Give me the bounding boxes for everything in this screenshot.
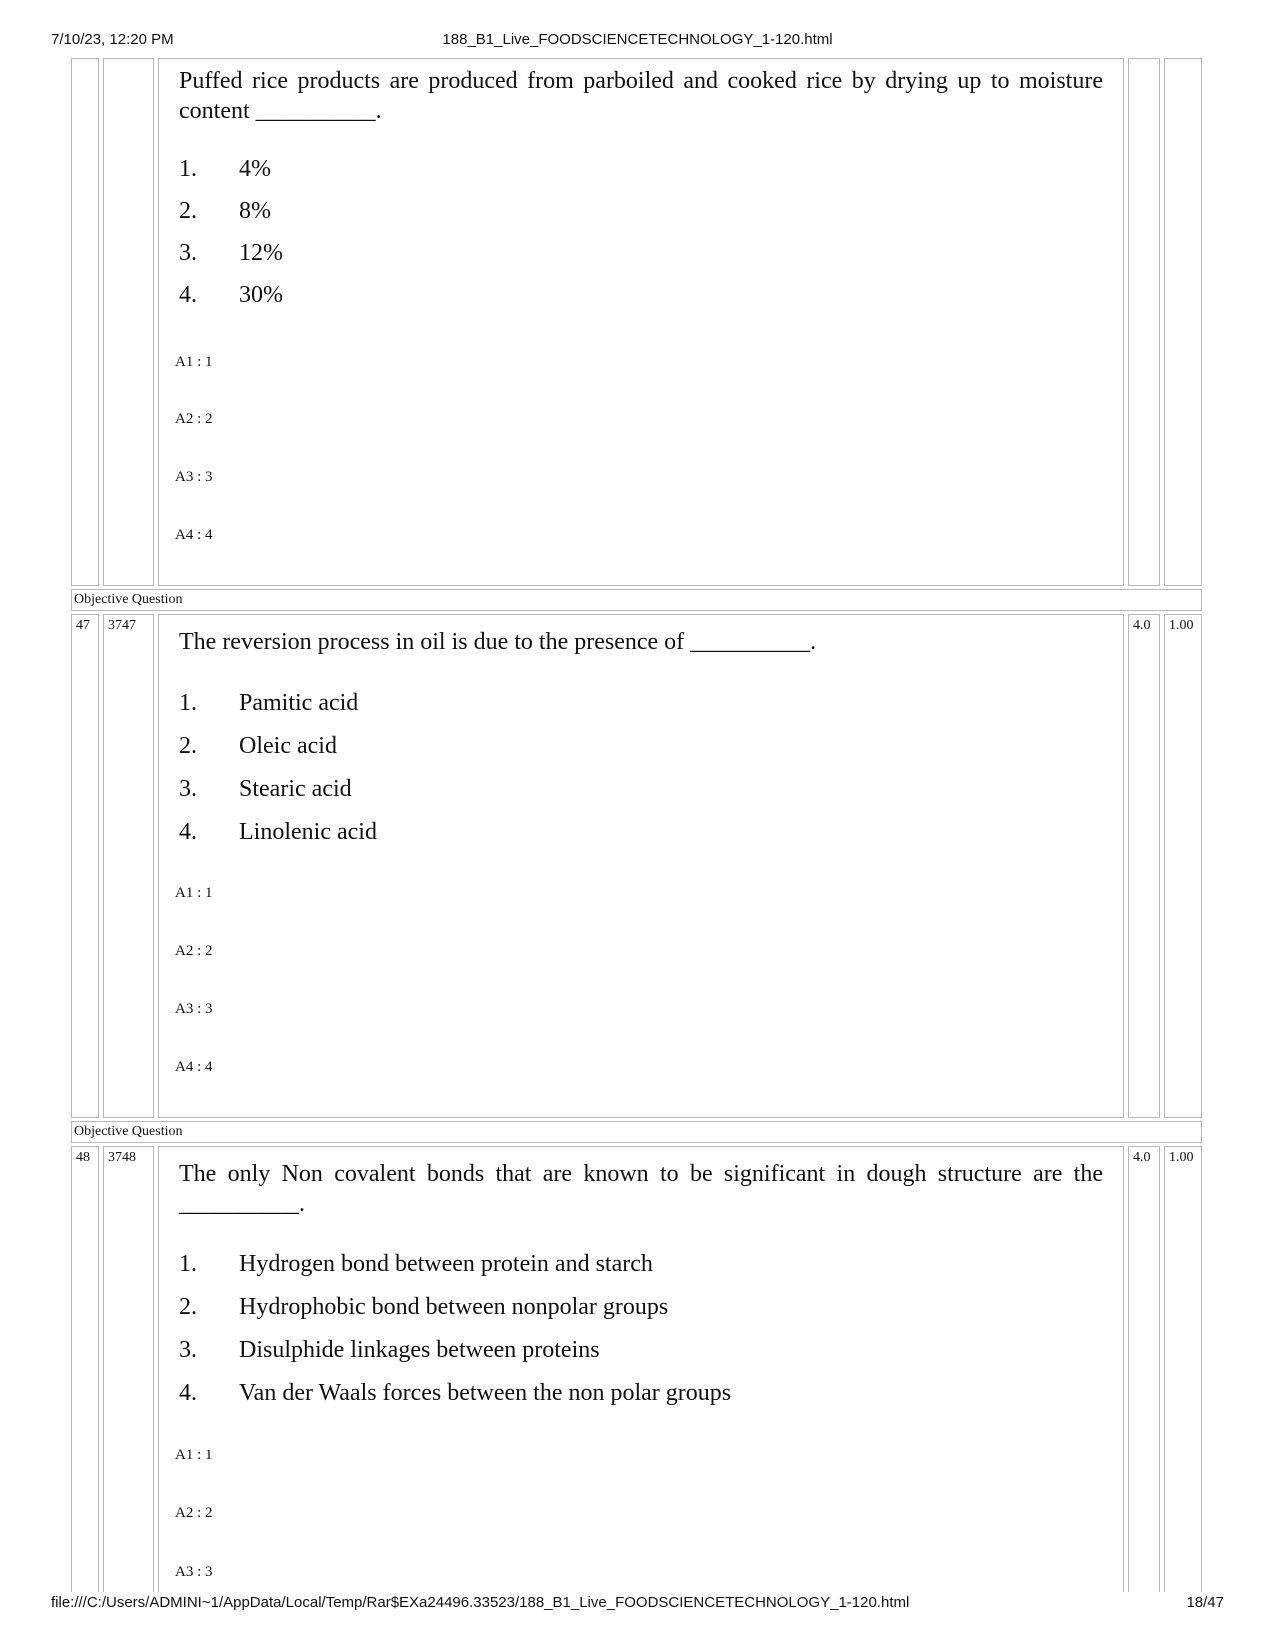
- question-body-cell: [158, 1146, 1124, 1592]
- option-number: 4.: [179, 819, 197, 845]
- answer-key-1: A1 : 1: [175, 354, 213, 370]
- answer-key-3: A3 : 3: [175, 469, 213, 485]
- question-text: The only Non covalent bonds that are known to be significant in dough structure are the __________.: [179, 1161, 1103, 1217]
- question-number-cell: 48: [71, 1146, 99, 1592]
- option-text: Oleic acid: [239, 733, 337, 759]
- option-text: Hydrophobic bond between nonpolar groups: [239, 1294, 669, 1320]
- option-4: [179, 817, 377, 847]
- option-4: [179, 280, 283, 310]
- option-text: 30%: [239, 282, 283, 308]
- question-body-cell: [158, 614, 1124, 1118]
- option-text: Disulphide linkages between proteins: [239, 1337, 600, 1363]
- page-number: 18/47: [1186, 1594, 1224, 1611]
- option-number: 1.: [179, 156, 197, 182]
- option-4: [179, 1378, 731, 1408]
- print-footer: [0, 1594, 1275, 1614]
- negative-marks-cell: 1.00: [1164, 1146, 1202, 1592]
- option-number: 3.: [179, 1337, 197, 1363]
- option-2: [179, 196, 271, 226]
- answer-key-1: A1 : 1: [175, 1447, 213, 1463]
- option-1: [179, 688, 358, 718]
- option-number: 2.: [179, 733, 197, 759]
- option-text: Linolenic acid: [239, 819, 377, 845]
- answer-key-3: A3 : 3: [175, 1564, 213, 1580]
- question-block-46: [0, 58, 1275, 586]
- option-number: 1.: [179, 1251, 197, 1277]
- answer-key-1: A1 : 1: [175, 885, 213, 901]
- option-3: [179, 774, 352, 804]
- question-id-cell: [103, 58, 154, 586]
- option-number: 1.: [179, 690, 197, 716]
- question-id-cell: 3747: [103, 614, 154, 1118]
- marks-cell: [1128, 58, 1160, 586]
- option-3: [179, 238, 283, 268]
- question-text: Puffed rice products are produced from parboiled and cooked rice by drying up to moisture content __________.: [179, 68, 1103, 124]
- answer-key-2: A2 : 2: [175, 943, 213, 959]
- question-number-cell: 47: [71, 614, 99, 1118]
- option-text: Hydrogen bond between protein and starch: [239, 1251, 653, 1277]
- option-1: [179, 1249, 653, 1279]
- option-text: Van der Waals forces between the non polar groups: [239, 1380, 732, 1406]
- option-3: [179, 1335, 600, 1365]
- option-2: [179, 1292, 668, 1322]
- answer-key-3: A3 : 3: [175, 1001, 213, 1017]
- option-text: Stearic acid: [239, 776, 352, 802]
- question-type-label: Objective Question: [71, 589, 1202, 611]
- option-number: 3.: [179, 776, 197, 802]
- option-number: 4.: [179, 1380, 197, 1406]
- option-number: 4.: [179, 282, 197, 308]
- option-2: [179, 731, 337, 761]
- print-document-title: 188_B1_Live_FOODSCIENCETECHNOLOGY_1-120.html: [442, 31, 833, 48]
- answer-key-2: A2 : 2: [175, 1505, 213, 1521]
- option-text: 8%: [239, 198, 271, 224]
- marks-cell: 4.0: [1128, 614, 1160, 1118]
- option-text: Pamitic acid: [239, 690, 359, 716]
- option-text: 12%: [239, 240, 283, 266]
- answer-key-4: A4 : 4: [175, 1059, 213, 1075]
- negative-marks-cell: [1164, 58, 1202, 586]
- option-number: 3.: [179, 240, 197, 266]
- question-block-47: [0, 614, 1275, 1118]
- print-header: [0, 31, 1275, 51]
- option-number: 2.: [179, 1294, 197, 1320]
- option-1: [179, 154, 271, 184]
- option-text: 4%: [239, 156, 271, 182]
- negative-marks-cell: 1.00: [1164, 614, 1202, 1118]
- question-number-cell: [71, 58, 99, 586]
- answer-key-2: A2 : 2: [175, 411, 213, 427]
- marks-cell: 4.0: [1128, 1146, 1160, 1592]
- question-id-cell: 3748: [103, 1146, 154, 1592]
- file-path-link[interactable]: file:///C:/Users/ADMINI~1/AppData/Local/Temp/Rar$EXa24496.33523/188_B1_Live_FOODSCIENCETECHNOLOGY_1-120.html: [51, 1594, 910, 1611]
- question-type-label: Objective Question: [71, 1121, 1202, 1143]
- question-body-cell: [158, 58, 1124, 586]
- option-number: 2.: [179, 198, 197, 224]
- question-block-48: [0, 1146, 1275, 1592]
- answer-key-4: A4 : 4: [175, 527, 213, 543]
- question-text: The reversion process in oil is due to the presence of __________.: [179, 629, 817, 655]
- print-datetime: 7/10/23, 12:20 PM: [51, 31, 174, 48]
